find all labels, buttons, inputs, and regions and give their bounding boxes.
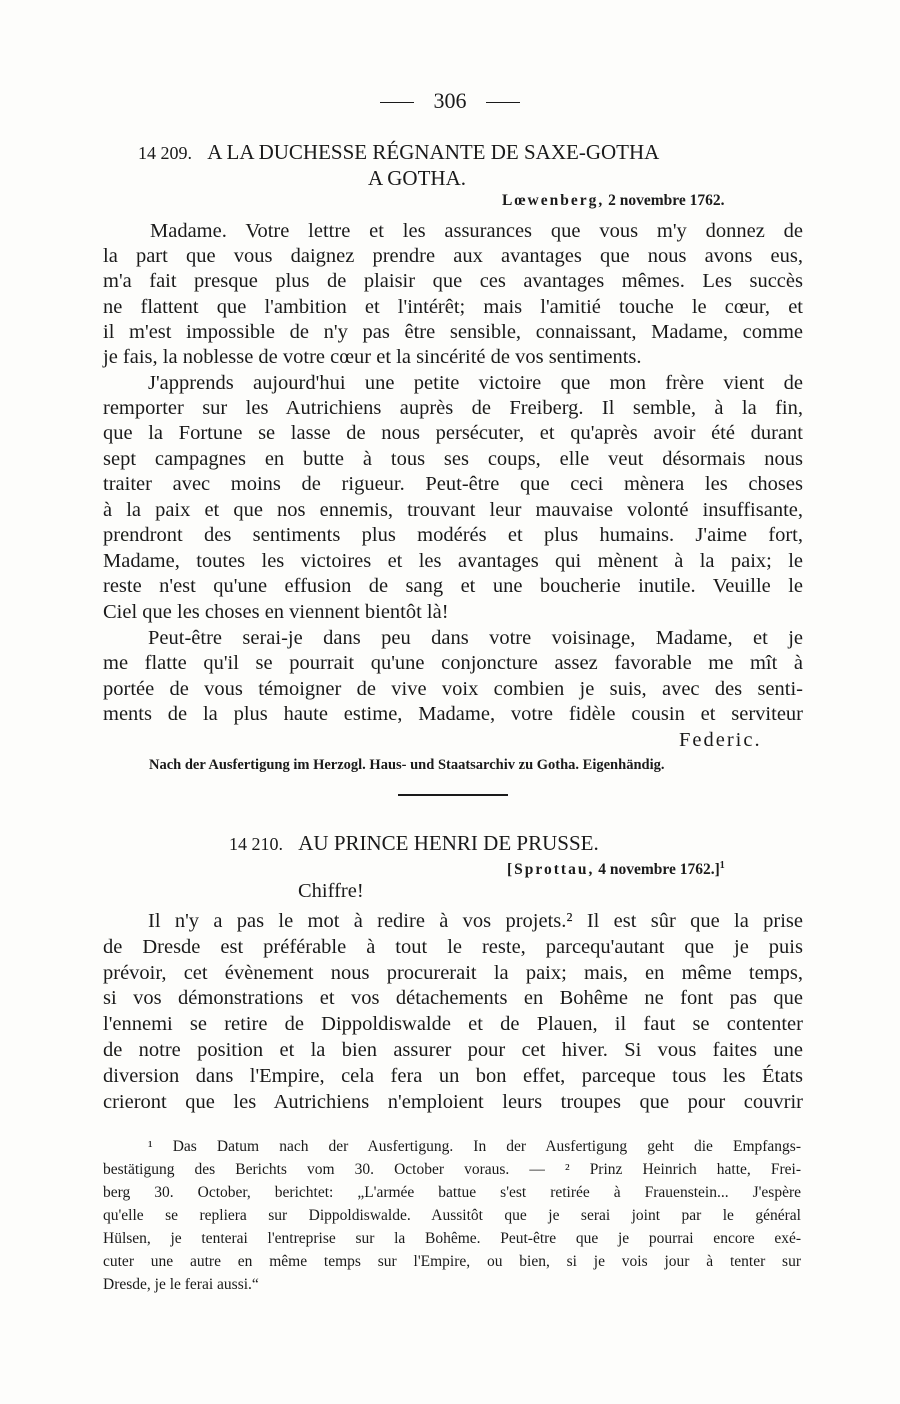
letter1-place: Lœwenberg, xyxy=(502,192,605,209)
footnote-line-3: berg 30. October, berichtet: „L'armée battue s'est retirée à Frauenstein... J'espère xyxy=(103,1184,801,1201)
page-number-line xyxy=(380,88,520,114)
letter1-line-19: portée de vous témoigner de vive voix combien je suis, avec des senti- xyxy=(103,678,803,700)
letter2-line-4: si vos démonstrations et vos détachements en Bohême ne font pas que xyxy=(103,987,803,1009)
letter1-source-note: Nach der Ausfertigung im Herzogl. Haus- und Staatsarchiv zu Gotha. Eigenhändig. xyxy=(149,757,665,773)
section-divider xyxy=(398,794,508,796)
letter1-line-16: Ciel que les choses en viennent bientôt là! xyxy=(103,601,449,623)
letter1-dateline xyxy=(502,192,725,210)
footnote-line-7: Dresde, je le ferai aussi.“ xyxy=(103,1276,259,1293)
letter2-line-6: de notre position et la bien assurer pour cet hiver. Si vous faites une xyxy=(103,1039,803,1061)
footnote-line-2: bestätigung des Berichts vom 30. October voraus. — ² Prinz Heinrich hatte, Frei- xyxy=(103,1161,801,1178)
letter1-title-line1: A LA DUCHESSE RÉGNANTE DE SAXE-GOTHA xyxy=(207,140,660,164)
letter1-line-20: ments de la plus haute estime, Madame, votre fidèle cousin et serviteur xyxy=(103,703,803,725)
letter1-title-line2: A GOTHA. xyxy=(368,166,466,190)
letter1-line-15: reste n'est qu'une effusion de sang et une boucherie inutile. Veuille le xyxy=(103,575,803,597)
letter1-line-11: traiter avec moins de rigueur. Peut-être que ceci mènera les choses xyxy=(103,473,803,495)
letter1-line-8: remporter sur les Autrichiens auprès de Freiberg. Il semble, à la fin, xyxy=(103,397,803,419)
letter1-line-5: il m'est impossible de n'y pas être sensible, connaissant, Madame, comme xyxy=(103,321,803,343)
letter1-line-4: ne flattent que l'ambition et l'intérêt; mais l'amitié touche le cœur, et xyxy=(103,296,803,318)
letter2-date-footnote-ref: 1 xyxy=(719,860,725,871)
letter1-line-14: Madame, toutes les victoires et les avantages qui mènent à la paix; le xyxy=(103,550,803,572)
letter2-line-7: diversion dans l'Empire, cela fera un bon effet, parceque tous les États xyxy=(103,1065,803,1087)
letter1-line-18: me flatte qu'il se pourrait qu'une conjoncture assez favorable me mît à xyxy=(103,652,803,674)
letter1-line-10: sept campagnes en butte à tous ses coups, elle veut désormais nous xyxy=(103,448,803,470)
letter2-date: 4 novembre 1762.] xyxy=(598,861,720,879)
letter2-cipher-note: Chiffre! xyxy=(298,880,364,902)
letter1-signature: Federic. xyxy=(679,729,762,751)
letter1-line-1: Madame. Votre lettre et les assurances que vous m'y donnez de xyxy=(150,220,803,242)
letter1-line-3: m'a fait presque plus de plaisir que ces avantages mêmes. Les succès xyxy=(103,270,803,292)
letter1-line-17: Peut-être serai-je dans peu dans votre voisinage, Madame, et je xyxy=(148,627,803,649)
letter2-title: AU PRINCE HENRI DE PRUSSE. xyxy=(298,831,599,855)
letter1-line-2: la part que vous daignez prendre aux avantages que nous avons eus, xyxy=(103,245,803,267)
letter2-line-5: l'ennemi se retire de Dippoldiswalde et de Plauen, il faut se contenter xyxy=(103,1013,803,1035)
letter1-line-9: que la Fortune se lasse de nous persécuter, et qu'après avoir été durant xyxy=(103,422,803,444)
footnote-line-5: Hülsen, je tenterai l'entreprise sur la Bohême. Peut-être que je pourrai encore exé- xyxy=(103,1230,801,1247)
letter1-date: 2 novembre 1762. xyxy=(608,192,725,209)
footnote-line-1: ¹ Das Datum nach der Ausfertigung. In der Ausfertigung geht die Empfangs- xyxy=(148,1138,801,1155)
letter2-dateline xyxy=(507,860,725,879)
footnote-line-4: qu'elle se repliera sur Dippoldiswalde. Aussitôt que je serai joint par le général xyxy=(103,1207,801,1224)
letter1-line-13: prendront des sentiments plus modérés et plus humains. J'aime fort, xyxy=(103,524,803,546)
footnote-line-6: cuter une autre en même temps sur l'Empire, ou bien, si je vois jour à tenter sur xyxy=(103,1253,801,1270)
letter1-heading xyxy=(138,140,659,165)
dash-right xyxy=(486,102,520,103)
letter2-heading xyxy=(229,831,599,856)
letter1-number: 14 209. xyxy=(138,143,192,163)
letter1-line-7: J'apprends aujourd'hui une petite victoire que mon frère vient de xyxy=(148,372,803,394)
letter2-number: 14 210. xyxy=(229,834,283,854)
letter2-line-8: crieront que les Autrichiens n'emploient leurs troupes que pour couvrir xyxy=(103,1091,803,1113)
letter2-line-3: prévoir, cet évènement nous procurerait la paix; mais, en même temps, xyxy=(103,962,803,984)
page-number: 306 xyxy=(433,88,467,113)
dash-left xyxy=(380,102,414,103)
letter2-place: [Sprottau, xyxy=(507,861,595,879)
letter2-line-2: de Dresde est préférable à tout le reste, parcequ'autant que je puis xyxy=(103,936,803,958)
letter1-line-12: à la paix et que nos ennemis, trouvant leur mauvaise volonté insuffisante, xyxy=(103,499,803,521)
letter2-line-1: Il n'y a pas le mot à redire à vos projets.² Il est sûr que la prise xyxy=(148,910,803,932)
letter1-line-6: je fais, la noblesse de votre cœur et la sincérité de vos sentiments. xyxy=(103,346,642,368)
